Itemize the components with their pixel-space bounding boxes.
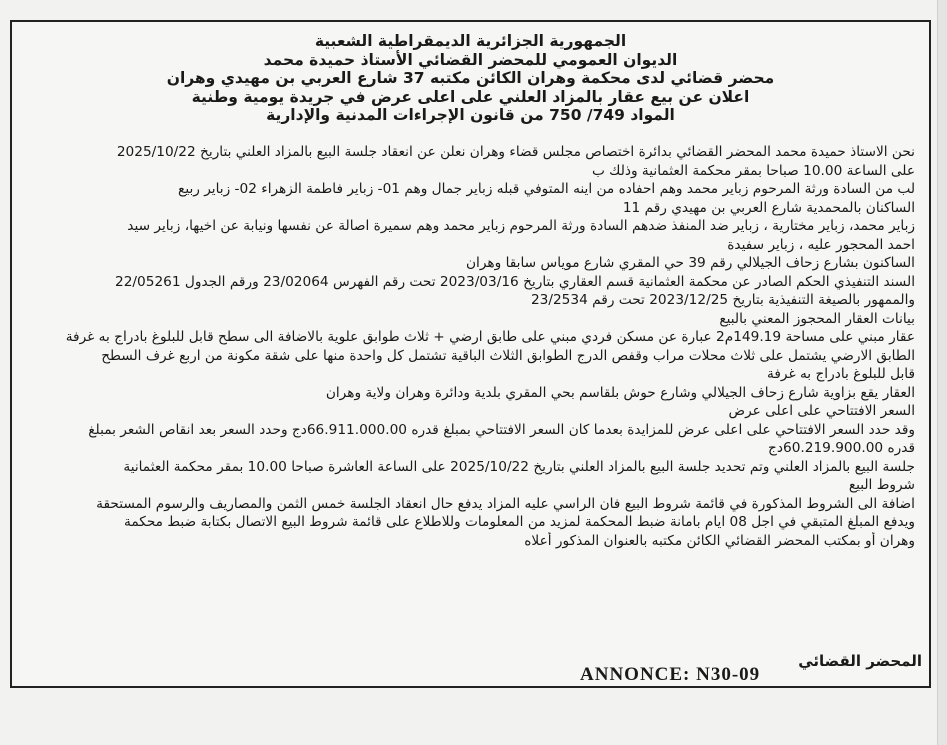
body-line: على الساعة 10.00 صباحا بمقر محكمة العثمانية وذلك ب: [591, 162, 915, 179]
body-line: العقار يقع بزاوية شارع زحاف الجيلالي وشارع حوش بلقاسم بحي المقري بلدية ودائرة وهران ولاية وهران: [325, 384, 915, 401]
body-line: الطابق الارضي يشتمل على ثلاث محلات مراب وقفص الدرج الطوابق الثلاث الباقية تشتمل كل واحدة منها على شقة مكونة من اربع غرف السطح: [101, 347, 915, 364]
header-line-articles: المواد 749/ 750 من قانون الإجراءات المدنية والإدارية: [266, 106, 675, 124]
section-heading: شروط البيع: [848, 477, 915, 493]
body-line: قدره 60.219.900.00دج: [768, 440, 915, 456]
header-line-republic: الجمهورية الجزائرية الديمقراطية الشعبية: [314, 32, 627, 50]
body-line: وقد حدد السعر الافتتاحي على اعلى عرض للمزايدة بعدما كان السعر الافتتاحي بمبلغ قدره 66.911.000.00دج وحدد السعر بعد انقاص الشعر بمبلغ: [88, 421, 915, 438]
announcement-body: [26, 143, 915, 550]
header-line-address: محضر قضائي لدى محكمة وهران الكائن مكتبه 37 شارع العربي بن مهيدي وهران: [166, 69, 775, 87]
body-line: والممهور بالصيغة التنفيذية بتاريخ 2023/12/25 تحت رقم 23/2534: [530, 292, 915, 308]
body-line: احمد المحجور عليه ، زباير سفيدة: [727, 236, 915, 253]
body-line: لب من السادة ورثة المرحوم زباير محمد وهم احفاده من اينه المتوفي قبله زباير جمال وهم 01- زباير فاطمة الزهراء 02- زباير ربيع: [178, 181, 915, 197]
body-line: جلسة البيع بالمزاد العلني وتم تحديد جلسة البيع بالمزاد العلني بتاريخ 2025/10/22 على الساعة العاشرة صباحا 10.00 بمقر محكمة العثمانية: [123, 458, 915, 475]
body-line: عقار مبني على مساحة 149.19م2 عبارة عن مسكن فردي مبني على طابق ارضي + ثلاث طوابق علوية بالاضافة الى سطح قابل للبلوغ بادراج به غرفة: [65, 329, 915, 345]
body-line: وهران أو بمكتب المحضر القضائي الكائن مكتبه بالعنوان المذكور أعلاه: [524, 532, 915, 549]
body-line: الساكنون بشارع زحاف الجيلالي رقم 39 حي المقري شارع موياس سابقا وهران: [466, 255, 915, 271]
section-heading: السعر الافتتاحي على اعلى عرض: [728, 403, 915, 419]
body-line: نحن الاستاذ حميدة محمد المحضر القضائي بدائرة اختصاص مجلس قضاء وهران نعلن عن انعقاد جلسة البيع بالمزاد العلني بتاريخ 2025/10/22: [116, 144, 915, 160]
body-line: زباير محمد، زباير مختارية ، زباير ضد المنفذ ضدهم السادة ورثة المرحوم زباير محمد وهم سميرة اصالة عن نفسها ونيابة عن اخيها، زباير سيد: [127, 218, 915, 234]
body-line: الساكنان بالمحمدية شارع العربي بن مهيدي رقم 11: [622, 199, 915, 216]
header-line-title: اعلان عن بيع عقار بالمزاد العلني على اعلى عرض في جريدة يومية وطنية: [191, 87, 750, 106]
announcement-frame: [10, 20, 931, 688]
signer-label: المحضر القضائي: [798, 652, 922, 670]
page-edge: [937, 0, 947, 745]
body-line: قابل للبلوغ بادراج به غرفة: [767, 366, 915, 382]
annonce-number: ANNONCE: N30-09: [580, 664, 761, 685]
header-line-office: الديوان العمومي للمحضر القضائي الأستاذ حميدة محمد: [263, 50, 678, 69]
body-line: السند التنفيذي الحكم الصادر عن محكمة العثمانية قسم العقاري بتاريخ 2023/03/16 تحت رقم الفهرس 23/02064 ورقم الجدول 22/05261: [115, 273, 915, 290]
section-heading: بيانات العقار المحجوز المعني بالبيع: [719, 310, 915, 327]
announcement-header: [12, 32, 929, 125]
body-line: اضافة الى الشروط المذكورة في قائمة شروط البيع فان الراسي عليه المزاد يدفع حال انعقاد الجلسة خمس الثمن والمصاريف والرسوم المستحقة: [96, 495, 915, 512]
body-line: ويدفع المبلغ المتبقي في اجل 08 ايام بامانة ضبط المحكمة لمزيد من المعلومات وللاطلاع على قائمة شروط البيع الاتصال بكتابة ضبط محكمة: [124, 514, 915, 530]
